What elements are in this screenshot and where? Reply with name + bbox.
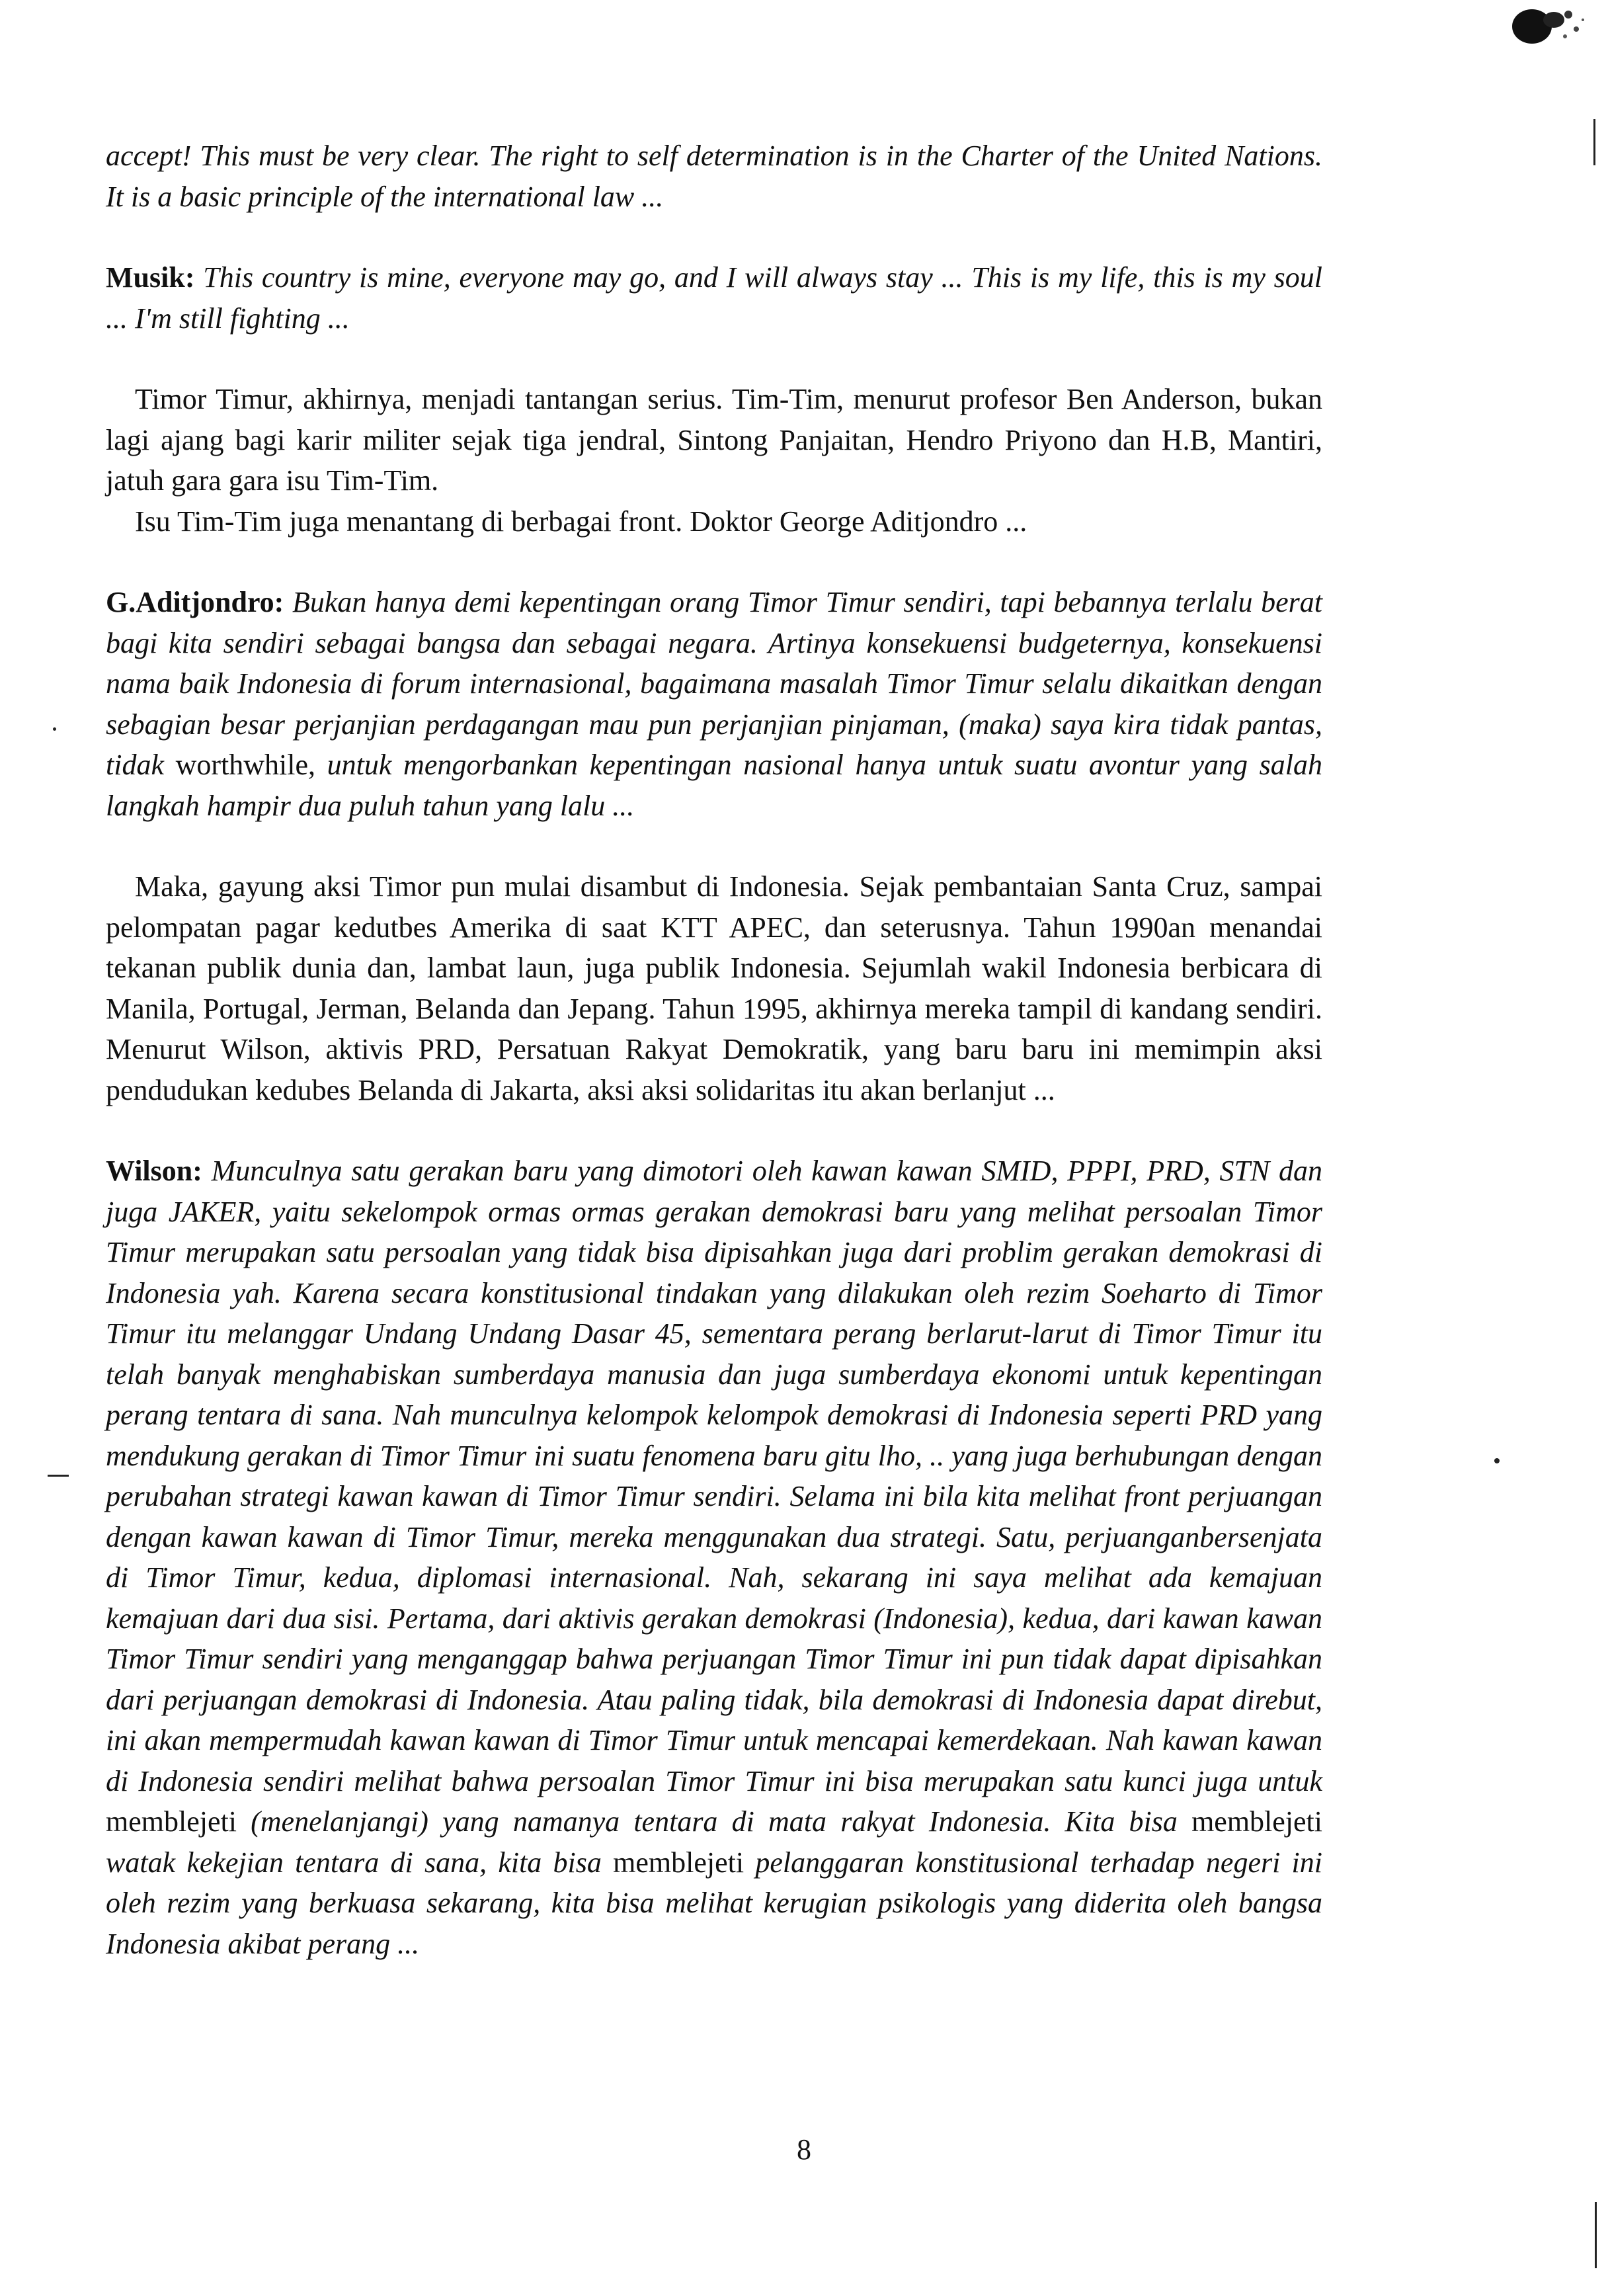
margin-mark <box>1595 2202 1597 2268</box>
lyric-text: This country is mine, everyone may go, and I will always stay ... This is my life, this is my soul ... I'm still fighting ... <box>106 261 1322 335</box>
paragraph-narration <box>106 501 1322 542</box>
quote-text-roman: memblejeti <box>106 1805 237 1838</box>
margin-mark <box>1494 1458 1500 1463</box>
quote-text-roman: memblejeti <box>613 1846 744 1879</box>
paragraph-narration <box>106 379 1322 501</box>
speaker-label: G.Aditjondro: <box>106 586 284 618</box>
document-body <box>106 136 1322 1964</box>
narration-text: Isu Tim-Tim juga menantang di berbagai front. Doktor George Aditjondro ... <box>135 505 1027 538</box>
scan-ink-blot <box>1502 0 1595 60</box>
quote-text: pelanggaran konstitusional terhadap negeri ini oleh rezim yang berkuasa sekarang, kita bisa melihat kerugian psikologis yang diderita oleh bangsa Indonesia akibat perang ... <box>106 1846 1323 1960</box>
margin-mark <box>53 727 56 731</box>
paragraph-aditjondro <box>106 582 1322 826</box>
page-number: 8 <box>797 2133 811 2166</box>
paragraph-narration <box>106 866 1322 1110</box>
quote-text-roman: memblejeti <box>1191 1805 1322 1838</box>
narration-text: Maka, gayung aksi Timor pun mulai disambut di Indonesia. Sejak pembantaian Santa Cruz, sampai pelompatan pagar kedutbes Amerika di saat KTT APEC, dan seterusnya. Tahun 1990an menandai tekanan publik dunia dan, lambat laun, juga publik Indonesia. Sejumlah wakil Indonesia berbicara di Manila, Portugal, Jerman, Belanda dan Jepang. Tahun 1995, akhirnya mereka tampil di kandang sendiri. Menurut Wilson, aktivis PRD, Persatuan Rakyat Demokratik, yang baru baru ini memimpin aksi pendudukan kedubes Belanda di Jakarta, aksi aksi solidaritas itu akan berlanjut ... <box>106 870 1322 1106</box>
margin-mark <box>48 1475 69 1477</box>
quote-text: watak kekejian tentara di sana, kita bisa <box>106 1846 602 1879</box>
speaker-label: Wilson: <box>106 1155 202 1187</box>
quote-text: accept! This must be very clear. The right to self determination is in the Charter of the United Nations. It is a basic principle of the international law ... <box>106 140 1322 213</box>
quote-text-roman: worthwhile, <box>175 749 316 781</box>
paragraph-interview-quote <box>106 136 1322 217</box>
margin-mark <box>1593 119 1595 165</box>
paragraph-music <box>106 257 1322 339</box>
speaker-label: Musik: <box>106 261 195 294</box>
quote-text: Bukan hanya demi kepentingan orang Timor Timur sendiri, tapi bebannya terlalu berat bagi kita sendiri sebagai bangsa dan sebagai negara. Artinya konsekuensi budgeternya, konsekuensi nama baik Indonesia di forum internasional, bagaimana masalah Timor Timur selalu dikaitkan dengan sebagian besar perjanjian perdagangan mau pun perjanjian pinjaman, (maka) saya kira tidak pantas, tidak <box>106 586 1322 781</box>
quote-text: Munculnya satu gerakan baru yang dimotori oleh kawan kawan SMID, PPPI, PRD, STN dan juga JAKER, yaitu sekelompok ormas ormas gerakan demokrasi baru yang melihat persoalan Timor Timur merupakan satu persoalan yang tidak bisa dipisahkan juga dari problim gerakan demokrasi di Indonesia yah. Karena secara konstitusional tindakan yang dilakukan oleh rezim Soeharto di Timor Timur itu melanggar Undang Undang Dasar 45, sementara perang berlarut-larut di Timor Timur itu telah banyak menghabiskan sumberdaya manusia dan juga sumberdaya ekonomi untuk kepentingan perang tentara di sana. Nah munculnya kelompok kelompok demokrasi di Indonesia seperti PRD yang mendukung gerakan di Timor Timur ini suatu fenomena baru gitu lho, .. yang juga berhubungan dengan perubahan strategi kawan kawan di Timor Timur sendiri. Selama ini bila kita melihat front perjuangan dengan kawan kawan di Timor Timur, mereka menggunakan dua strategi. Satu, perjuanganbersenjata di Timor Timur, kedua, diplomasi internasional. Nah, sekarang ini saya melihat ada kemajuan kemajuan dari dua sisi. Pertama, dari aktivis gerakan demokrasi (Indonesia), kedua, dari kawan kawan Timor Timur sendiri yang menganggap bahwa perjuangan Timor Timur ini pun tidak dapat dipisahkan dari perjuangan demokrasi di Indonesia. Atau paling tidak, bila demokrasi di Indonesia dapat direbut, ini akan mempermudah kawan kawan di Timor Timur untuk mencapai kemerdekaan. Nah kawan kawan di Indonesia sendiri melihat bahwa persoalan Timor Timur ini bisa merupakan satu kunci juga untuk <box>106 1155 1322 1797</box>
quote-text: (menelanjangi) yang namanya tentara di mata rakyat Indonesia. Kita bisa <box>251 1805 1178 1838</box>
paragraph-wilson <box>106 1151 1322 1964</box>
narration-text: Timor Timur, akhirnya, menjadi tantangan serius. Tim-Tim, menurut profesor Ben Anderson, bukan lagi ajang bagi karir militer sejak tiga jendral, Sintong Panjaitan, Hendro Priyono dan H.B, Mantiri, jatuh gara gara isu Tim-Tim. <box>106 383 1322 497</box>
quote-text: untuk mengorbankan kepentingan nasional hanya untuk suatu avontur yang salah langkah hampir dua puluh tahun yang lalu ... <box>106 749 1323 822</box>
